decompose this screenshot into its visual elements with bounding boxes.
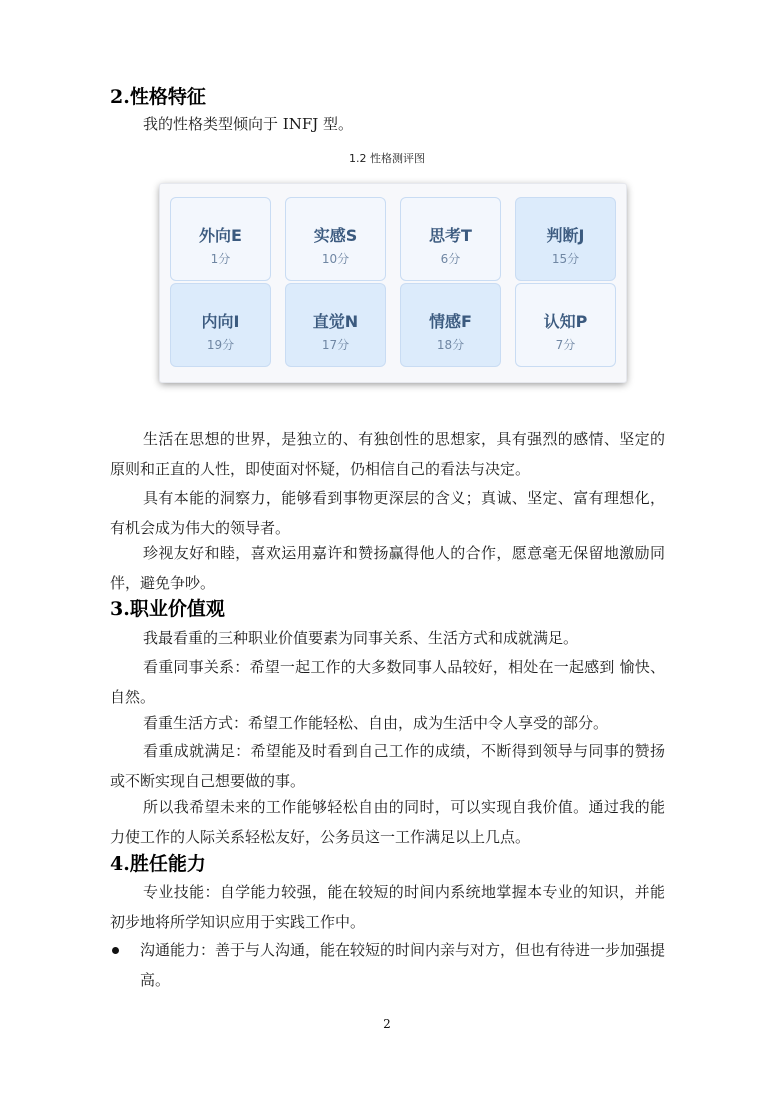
trait-card [170,197,271,281]
trait-name: 外向E [199,226,242,245]
section-2-heading: 2.性格特征 [110,86,206,108]
page-number: 2 [383,1017,391,1031]
trait-card-selected [170,283,271,367]
trait-card-selected [400,283,501,367]
trait-card [400,197,501,281]
trait-score: 19分 [206,338,235,352]
bullet-dot [112,947,119,954]
personality-test-figure [160,184,626,382]
trait-score: 10分 [321,252,350,266]
paragraph: 专业技能：自学能力较强，能在较短的时间内系统地掌握本专业的知识，并能初步地将所学知识应用于实践工作中。 [110,883,665,931]
paragraph: 生活在思想的世界，是独立的、有独创性的思想家，具有强烈的感情、坚定的原则和正直的人性，即使面对怀疑，仍相信自己的看法与决定。 [110,430,665,478]
trait-card-selected [285,283,386,367]
paragraph: 具有本能的洞察力，能够看到事物更深层的含义；真诚、坚定、富有理想化，有机会成为伟大的领导者。 [110,489,665,537]
bullet-item: 沟通能力：善于与人沟通，能在较短的时间内亲与对方，但也有待进一步加强提高。 [140,941,666,989]
trait-card [515,283,616,367]
trait-card [285,197,386,281]
section-3-heading: 3.职业价值观 [110,598,225,620]
paragraph: 看重成就满足：希望能及时看到自己工作的成绩，不断得到领导与同事的赞扬或不断实现自己想要做的事。 [110,742,665,790]
trait-score: 17分 [321,338,350,352]
trait-score: 7分 [555,338,576,352]
figure-caption: 1.2 性格测评图 [349,152,425,165]
paragraph: 所以我希望未来的工作能够轻松自由的同时，可以实现自我价值。通过我的能力使工作的人际关系轻松友好，公务员这一工作满足以上几点。 [110,798,665,846]
trait-name: 思考T [429,226,472,245]
paragraph: 珍视友好和睦，喜欢运用嘉许和赞扬赢得他人的合作，愿意毫无保留地激励同伴，避免争吵。 [110,544,665,592]
section-2-intro: 我的性格类型倾向于 INFJ 型。 [143,115,354,133]
trait-score: 18分 [436,338,465,352]
section-4-heading: 4.胜任能力 [110,853,206,875]
trait-name: 认知P [543,312,588,331]
trait-name: 判断J [546,226,585,245]
trait-name: 实感S [313,226,358,245]
paragraph: 看重同事关系：希望一起工作的大多数同事人品较好，相处在一起感到 愉快、自然。 [110,658,665,706]
paragraph: 看重生活方式：希望工作能轻松、自由，成为生活中令人享受的部分。 [143,714,609,732]
trait-score: 6分 [440,252,461,266]
personality-card-grid [170,197,616,369]
trait-name: 内向I [201,312,240,331]
trait-score: 15分 [551,252,580,266]
trait-name: 情感F [429,312,472,331]
trait-score: 1分 [210,252,231,266]
trait-card-selected [515,197,616,281]
paragraph: 我最看重的三种职业价值要素为同事关系、生活方式和成就满足。 [143,629,579,647]
trait-name: 直觉N [312,312,359,331]
